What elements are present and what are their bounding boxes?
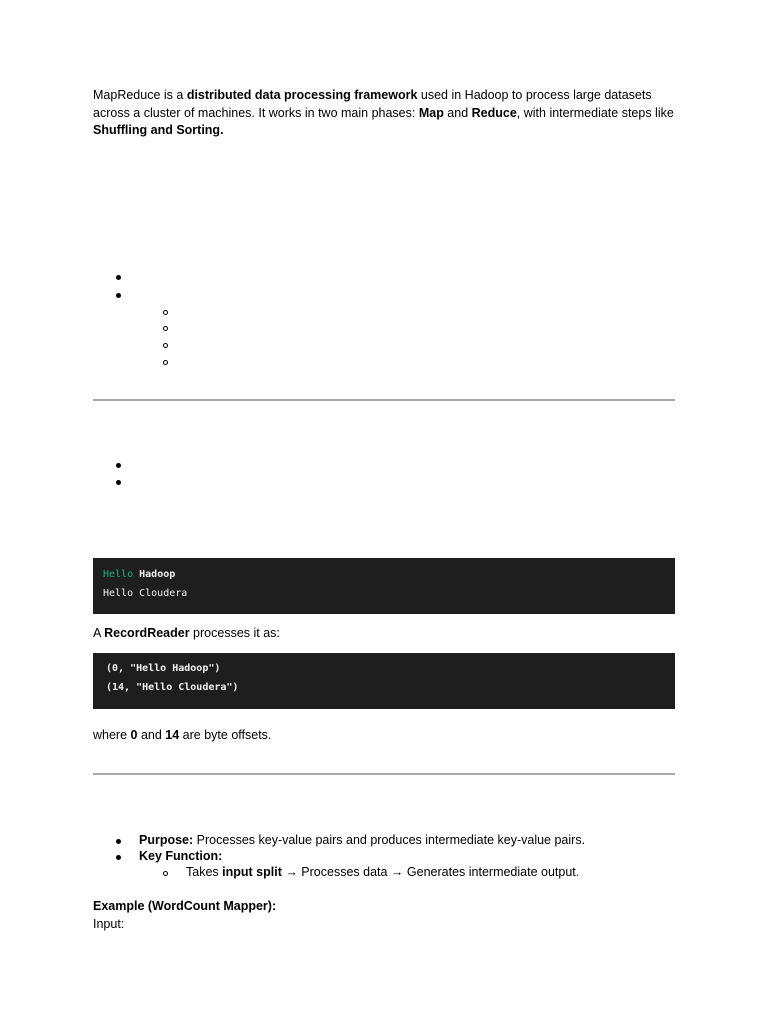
intro-text-2: used in Hadoop to process large datasets across a cluster of machines. It works in two main phases: (93, 88, 652, 120)
example-heading (93, 898, 276, 914)
input-label: Input: (93, 917, 125, 931)
sub-bullet-marker (163, 310, 168, 315)
code-line: (14, "Hello Cloudera") (106, 682, 239, 693)
sub-bullet-marker (163, 343, 168, 348)
example-heading-text: Example (WordCount Mapper): (93, 899, 277, 913)
code-line (103, 569, 175, 580)
code-text: Hadoop (133, 569, 176, 580)
bullet-marker (116, 839, 121, 844)
sub-bullet-marker (163, 871, 168, 876)
purpose-label: Purpose: (139, 833, 194, 847)
bullet-marker (116, 463, 121, 468)
intro-bold-reduce: Reduce (471, 105, 517, 120)
record-reader-text-2: processes it as: (189, 626, 280, 640)
sub-bullet-marker (163, 326, 168, 331)
bullet-marker (116, 293, 121, 298)
key-function-label: Key Function: (139, 849, 223, 863)
sub-list-item (186, 864, 579, 880)
intro-text-4: , with intermediate steps like (516, 105, 674, 120)
bullet-marker (116, 275, 121, 280)
record-reader-paragraph (93, 625, 280, 641)
intro-bold-map: Map (418, 105, 444, 120)
byte-offsets-paragraph (93, 727, 271, 743)
offsets-text-3: are byte offsets. (179, 728, 272, 742)
purpose-text: Processes key-value pairs and produces intermediate key-value pairs. (193, 833, 586, 847)
horizontal-rule (93, 773, 675, 775)
code-line: Hello Cloudera (103, 588, 188, 599)
offsets-text-2: and (137, 728, 166, 742)
sub-bullet-marker (163, 360, 168, 365)
intro-paragraph (93, 87, 683, 140)
code-block-records (93, 653, 675, 709)
list-item-key-function (139, 848, 222, 864)
list-item-purpose (139, 832, 585, 848)
code-keyword: Hello (103, 569, 134, 580)
bullet-marker (116, 480, 121, 485)
code-line: (0, "Hello Hadoop") (106, 663, 221, 674)
horizontal-rule (93, 399, 675, 401)
bullet-marker (116, 855, 121, 860)
offsets-bold-14: 14 (165, 728, 180, 742)
offsets-text-1: where (93, 728, 131, 742)
offsets-bold-0: 0 (130, 728, 138, 742)
intro-bold-framework: distributed data processing framework (186, 88, 418, 102)
intro-text-1: MapReduce is a (93, 88, 187, 102)
sub-item-text-1: Takes (186, 865, 223, 879)
intro-bold-shuffling: Shuffling and Sorting. (93, 123, 224, 137)
sub-item-text-2: → Processes data → Generates intermediate output. (281, 865, 580, 879)
intro-text-3: and (443, 105, 472, 120)
record-reader-text-1: A (93, 626, 105, 640)
code-block-input (93, 558, 675, 614)
record-reader-bold: RecordReader (104, 626, 190, 640)
sub-item-bold: input split (222, 865, 282, 879)
